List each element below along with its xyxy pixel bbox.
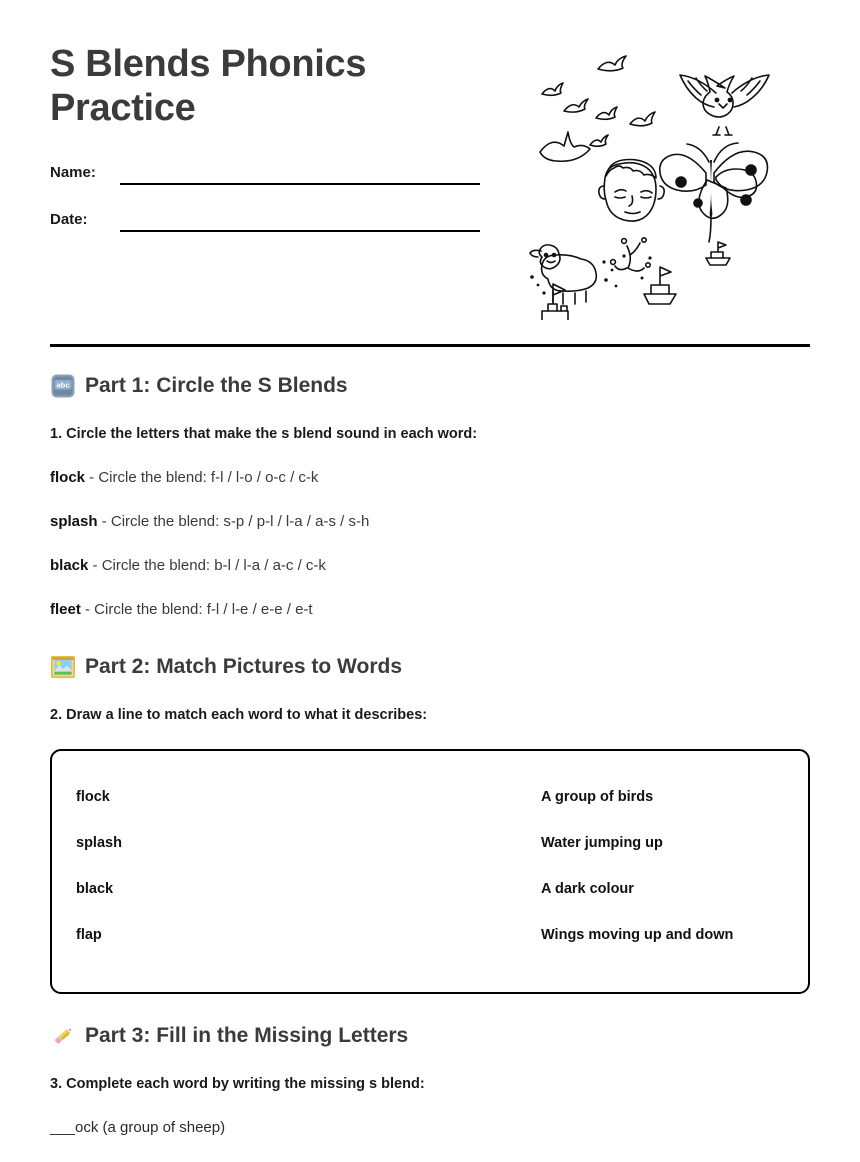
part-1-instruction: 1. Circle the letters that make the s blend sound in each word: [50,426,478,442]
framed-picture-icon [50,654,76,680]
part-3-heading-label: Part 3: Fill in the Missing Letters [85,1024,409,1047]
boat-icon-small-right [706,242,730,265]
match-description[interactable]: Water jumping up [541,835,663,851]
blend-word: flock [50,469,86,486]
owl-icon [680,75,769,135]
match-description[interactable]: Wings moving up and down [541,927,734,943]
blend-item [50,512,810,532]
worksheet-header [50,0,810,290]
pencil-icon [50,1023,76,1049]
boat-icon-middle [644,267,676,304]
part-2-heading-label: Part 2: Match Pictures to Words [85,655,403,678]
blend-prompt: - Circle the blend: f-l / l-e / e-e / e-t [80,601,313,618]
name-field-row [50,162,480,188]
matching-activity-box[interactable] [50,749,810,994]
match-word[interactable]: flock [76,789,110,805]
worksheet-content [50,372,810,1162]
part-1-heading-label: Part 1: Circle the S Blends [85,374,348,397]
blend-word: black [50,557,89,574]
part-2-heading [50,653,810,681]
section-part-3 [50,1022,810,1138]
boat-icon-large-bottom [534,284,580,320]
date-field-row [50,209,480,235]
splash-splatter-icon [611,238,651,271]
section-part-2 [50,653,810,994]
match-row[interactable] [76,787,784,807]
header-divider [50,344,810,347]
match-word[interactable]: black [76,881,114,897]
part-3-heading [50,1022,810,1050]
section-part-1 [50,372,810,620]
part-1-heading [50,372,810,400]
blend-word: fleet [50,601,81,618]
match-description[interactable]: A group of birds [541,789,654,805]
boy-face-icon [599,160,664,222]
match-row[interactable] [76,925,784,945]
match-description[interactable]: A dark colour [541,881,634,897]
blend-prompt: - Circle the blend: f-l / l-o / o-c / c-k [85,469,319,486]
part-3-instruction: 3. Complete each word by writing the missing s blend: [50,1076,425,1092]
header-illustration [520,40,810,320]
blend-item [50,600,810,620]
match-row[interactable] [76,833,784,853]
blend-item [50,468,810,488]
sheep-icon [530,245,596,304]
svg-text:abc: abc [56,380,70,390]
page-title: S Blends Phonics Practice [50,43,367,129]
match-word[interactable]: splash [76,835,122,851]
abc-blocks-icon [50,373,76,399]
date-field-label: Date: [50,211,88,228]
blend-item [50,556,810,576]
blend-prompt: - Circle the blend: s-p / p-l / l-a / a-s / s-h [97,513,370,530]
butterfly-icon [660,143,768,242]
date-field-writing-line[interactable] [120,230,480,232]
match-row[interactable] [76,879,784,899]
name-field-writing-line[interactable] [120,183,480,185]
part-2-instruction: 2. Draw a line to match each word to what it describes: [50,707,428,723]
name-field-label: Name: [50,164,96,181]
blend-prompt: - Circle the blend: b-l / l-a / a-c / c-k [88,557,326,574]
blend-word: splash [50,513,98,530]
match-word[interactable]: flap [76,927,102,943]
bird-flock-icon [540,56,655,161]
fill-in-item[interactable]: ___ock (a group of sheep) [50,1119,226,1136]
splash-dots-icon [530,254,651,294]
